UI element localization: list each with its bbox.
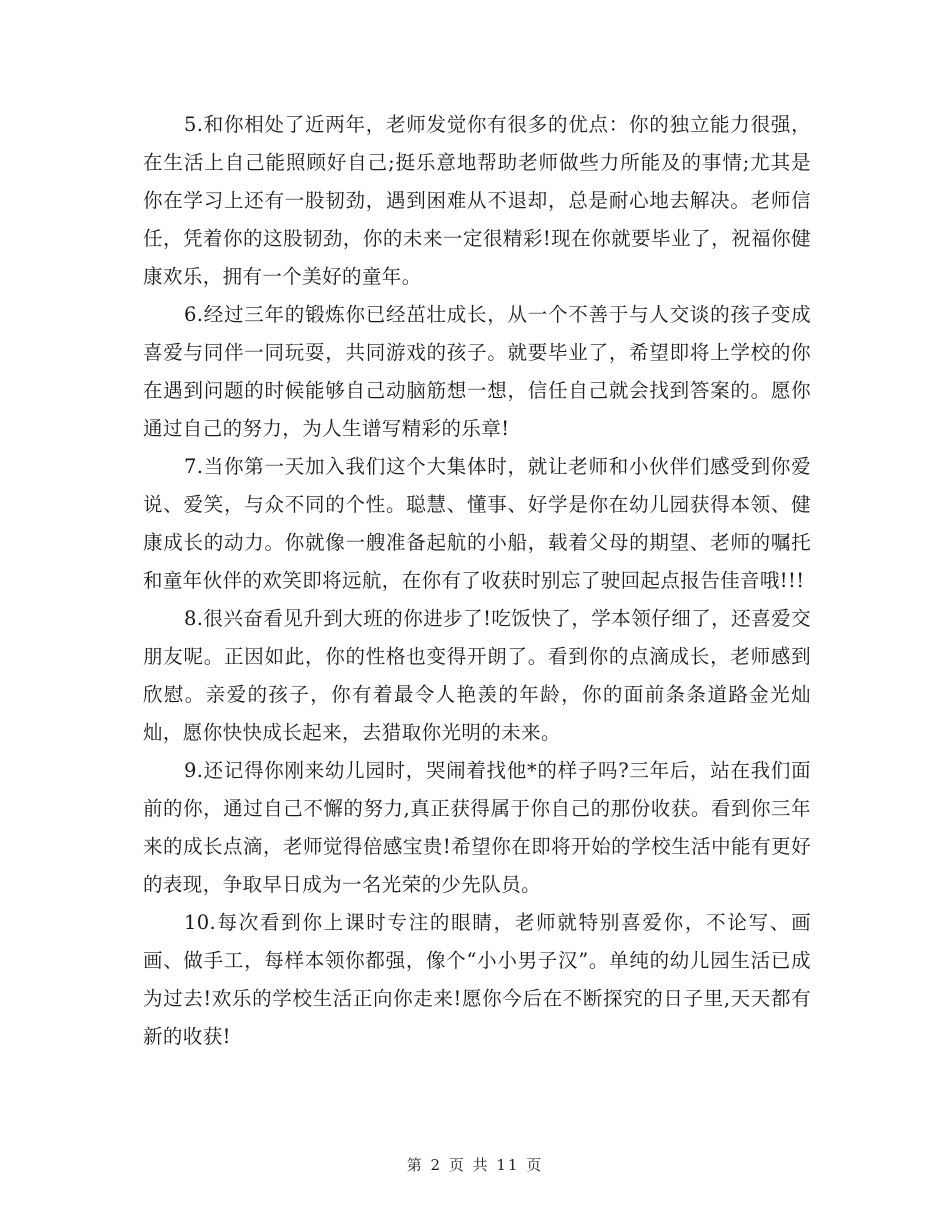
- page-number-footer: 第 2 页 共 11 页: [406, 1156, 544, 1174]
- paragraph-7: 7.当你第一天加入我们这个大集体时，就让老师和小伙伴们感受到你爱说、爱笑，与众不同的个性。聪慧、懂事、好学是你在幼儿园获得本领、健康成长的动力。你就像一艘准备起航的小船，载着父母的期望、老师的嘱托和童年伙伴的欢笑即将远航，在你有了收获时别忘了驶回起点报告佳音哦!!!: [143, 455, 811, 592]
- document-body: [143, 106, 811, 1056]
- paragraph-8: 8.很兴奋看见升到大班的你进步了!吃饭快了，学本领仔细了，还喜爱交朋友呢。正因如此，你的性格也变得开朗了。看到你的点滴成长，老师感到欣慰。亲爱的孩子，你有着最令人艳羡的年龄，你的面前条条道路金光灿灿，愿你快快成长起来，去猎取你光明的未来。: [143, 607, 811, 744]
- paragraph-5: 5.和你相处了近两年，老师发觉你有很多的优点：你的独立能力很强，在生活上自己能照顾好自己;挺乐意地帮助老师做些力所能及的事情;尤其是你在学习上还有一股韧劲，遇到困难从不退却，总是耐心地去解决。老师信任，凭着你的这股韧劲，你的未来一定很精彩!现在你就要毕业了，祝福你健康欢乐，拥有一个美好的童年。: [143, 113, 811, 288]
- paragraph-10: 10.每次看到你上课时专注的眼睛，老师就特别喜爱你，不论写、画画、做手工，每样本领你都强，像个“小小男子汉”。单纯的幼儿园生活已成为过去!欢乐的学校生活正向你走来!愿你今后在不断探究的日子里,天天都有新的收获!: [143, 911, 811, 1048]
- paragraph-9: 9.还记得你刚来幼儿园时，哭闹着找他*的样子吗?三年后，站在我们面前的你，通过自己不懈的努力,真正获得属于你自己的那份收获。看到你三年来的成长点滴，老师觉得倍感宝贵!希望你在即将开始的学校生活中能有更好的表现，争取早日成为一名光荣的少先队员。: [143, 759, 811, 896]
- paragraph-6: 6.经过三年的锻炼你已经茁壮成长，从一个不善于与人交谈的孩子变成喜爱与同伴一同玩耍，共同游戏的孩子。就要毕业了，希望即将上学校的你在遇到问题的时候能够自己动脑筋想一想，信任自己就会找到答案的。愿你通过自己的努力，为人生谱写精彩的乐章!: [143, 303, 811, 440]
